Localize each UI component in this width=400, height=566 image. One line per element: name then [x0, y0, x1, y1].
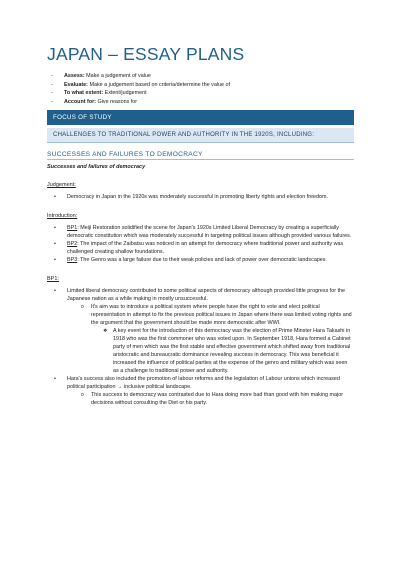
- command-desc: Make a judgement of value: [84, 73, 151, 79]
- command-term: Assess:: [64, 73, 85, 79]
- bp1-list: [47, 287, 354, 407]
- page-title: JAPAN – ESSAY PLANS: [47, 44, 245, 64]
- bp-text: : The impact of the Zaibatsu was noticed in an attempt for democracy where traditional power and authority was challenged creating shallow foundations.: [67, 241, 344, 256]
- bp1-point-text: Limited liberal democracy contributed to some political aspects of democracy although provided little progress for the Japanese nation as a while making in mostly unsuccessful.: [67, 288, 346, 303]
- bp1-point: [47, 287, 354, 375]
- focus-of-study-heading: FOCUS OF STUDY: [47, 110, 354, 125]
- command-desc: Make a judgement based on criteria/determine the value of: [87, 81, 231, 88]
- command-word-item: [47, 81, 354, 90]
- bp-tag: BP2: [67, 241, 78, 248]
- intro-point: [47, 224, 354, 240]
- command-word-item: [47, 89, 354, 98]
- intro-point: [47, 240, 354, 256]
- bp1-point: [47, 375, 354, 407]
- bp1-sublist: [67, 303, 354, 375]
- judgement-text: • Democracy in Japan in the 1920s was moderately successful in promoting liberty rights and election freedom.: [47, 193, 354, 201]
- judgement-label: Judgement:: [47, 182, 76, 189]
- bp-tag: BP3: [67, 257, 78, 264]
- bp1-subsublist: [91, 327, 354, 375]
- challenges-heading: CHALLENGES TO TRADITIONAL POWER AND AUTHORITY IN THE 1920S, INCLUDING:: [47, 128, 354, 143]
- command-term: Evaluate:: [64, 81, 88, 88]
- command-desc: Extent/judgement: [103, 90, 147, 97]
- bp-text: : Meiji Restoration solidified the scene for Japan's 1920s Limited Liberal Democracy by creating a superficially democratic constitution which was moderately successful in targeting political issues although provided various failures.: [67, 225, 352, 240]
- intro-point: [47, 256, 354, 264]
- bp1-subpoint: [81, 303, 354, 375]
- bp-tag: BP1: [67, 225, 78, 232]
- judgement-list: [47, 193, 354, 201]
- command-word-item: [47, 72, 354, 81]
- bp1-label: BP1:: [47, 276, 59, 283]
- command-desc: Give reasons for: [96, 98, 138, 105]
- bp-text: : The Genro was a large failure due to their weak policies and lack of power over democratic landscapes.: [77, 257, 328, 264]
- introduction-label: Introduction:: [47, 213, 78, 220]
- bp1-subpoint-text: It's aim was to introduce a political system where people have the right to vote and elect political representation in attempt to fix the previous political issues in Japan where there was limited voting rights and the argument that the government should be made more democratic after WWI.: [91, 304, 352, 327]
- section-heading: SUCCESSES AND FAILURES TO DEMOCRACY: [47, 151, 354, 160]
- bp1-point-text: Hara's success also included the promotion of labour reforms and the legislation of Labour unions which increased political participation → inclusive political landscape.: [67, 376, 340, 391]
- section-subtitle: Successes and failures of democracy: [47, 164, 146, 171]
- bp1-sublist: [67, 391, 354, 407]
- introduction-list: [47, 224, 354, 264]
- command-term: To what extent:: [64, 90, 104, 97]
- command-words-list: [47, 72, 354, 106]
- command-word-item: [47, 98, 354, 107]
- bp1-subsubpoint: ❖ A key event for the introduction of this democracy was the election of Prime Minster Hara Takashi in 1918 who was the first commoner who was voted upon. In September 1918, Hara formed a Cabinet party of men which was the first stable and effective government which shifted away from traditional aristocratic and bureaucratic dominance revealing success in democracy. This was beneficial it increased the influence of political parties at the expense of the genro and military which was seen as a challenge to traditional power and authority.: [103, 327, 354, 375]
- command-term: Account for:: [64, 98, 97, 105]
- bp1-subpoint: o This success to democracy was contrasted due to Hara doing more bad than good with him making major decisions without consulting the Diet or his party.: [81, 391, 354, 407]
